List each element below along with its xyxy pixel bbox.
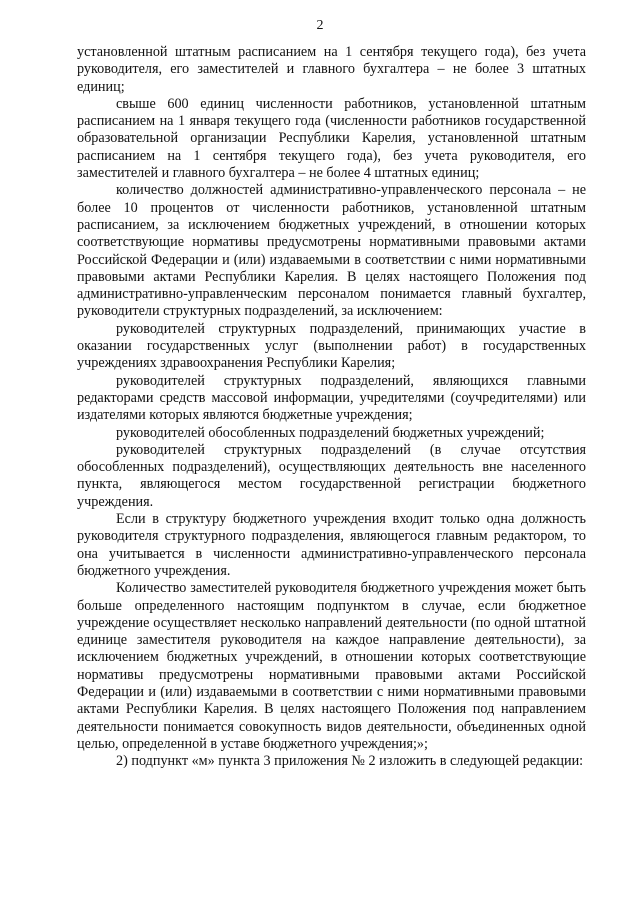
paragraph: руководителей структурных подразделений, являющихся главными редакторами средств массовой информации, учредителями (соучредителями) или издателями которых являются бюджетные учреждения; <box>77 372 586 424</box>
page-number: 2 <box>316 18 324 33</box>
paragraph: свыше 600 единиц численности работников, установленной штатным расписанием на 1 января текущего года (численности работников государственной образовательной организации Республики Карелия, установленной штатным расписанием на 1 сентября текущего года), без учета руководителя, его заместителей и главного бухгалтера – не более 4 штатных единиц; <box>77 95 586 182</box>
paragraph: установленной штатным расписанием на 1 сентября текущего года), без учета руководителя, его заместителей и главного бухгалтера – не более 3 штатных единиц; <box>77 44 586 95</box>
paragraph: руководителей структурных подразделений, принимающих участие в оказании государственных услуг (выполнении работ) в государственных учреждениях здравоохранения Республики Карелия; <box>77 320 586 372</box>
paragraph: руководителей обособленных подразделений бюджетных учреждений; <box>116 424 545 441</box>
document-body <box>77 44 586 770</box>
paragraph: Количество заместителей руководителя бюджетного учреждения может быть больше определенного настоящим подпунктом в случае, если бюджетное учреждение осуществляет несколько направлений деятельности (по одной штатной единице заместителя руководителя на каждое направление деятельности), за исключением бюджетных учреждений, в отношении которых соответствующие нормативы предусмотрены нормативными правовыми актами Российской Федерации и (или) издаваемыми в соответствии с ними нормативными правовыми актами Республики Карелия. В целях настоящего Положения под направлением деятельности понимается совокупность видов деятельности, объединенных одной целью, определенной в уставе бюджетного учреждения;»; <box>77 580 586 752</box>
paragraph: 2) подпункт «м» пункта 3 приложения № 2 изложить в следующей редакции: <box>116 753 584 770</box>
paragraph: Если в структуру бюджетного учреждения входит только одна должность руководителя структурного подразделения, являющегося главным редактором, то она учитывается в численности административно-управленческого персонала бюджетного учреждения. <box>77 511 586 579</box>
paragraph: количество должностей административно-управленческого персонала – не более 10 процентов от численности работников, установленной штатным расписанием, за исключением бюджетных учреждений, в отношении которых соответствующие нормативы предусмотрены нормативными правовыми актами Российской Федерации и (или) издаваемыми в соответствии с ними нормативными правовыми актами Республики Карелия. В целях настоящего Положения под административно-управленческим персоналом понимается главный бухгалтер, руководители структурных подразделений, за исключением: <box>77 182 586 320</box>
paragraph: руководителей структурных подразделений (в случае отсутствия обособленных подразделений), осуществляющих деятельность вне населенного пункта, являющегося местом государственной регистрации бюджетного учреждения. <box>77 441 586 510</box>
